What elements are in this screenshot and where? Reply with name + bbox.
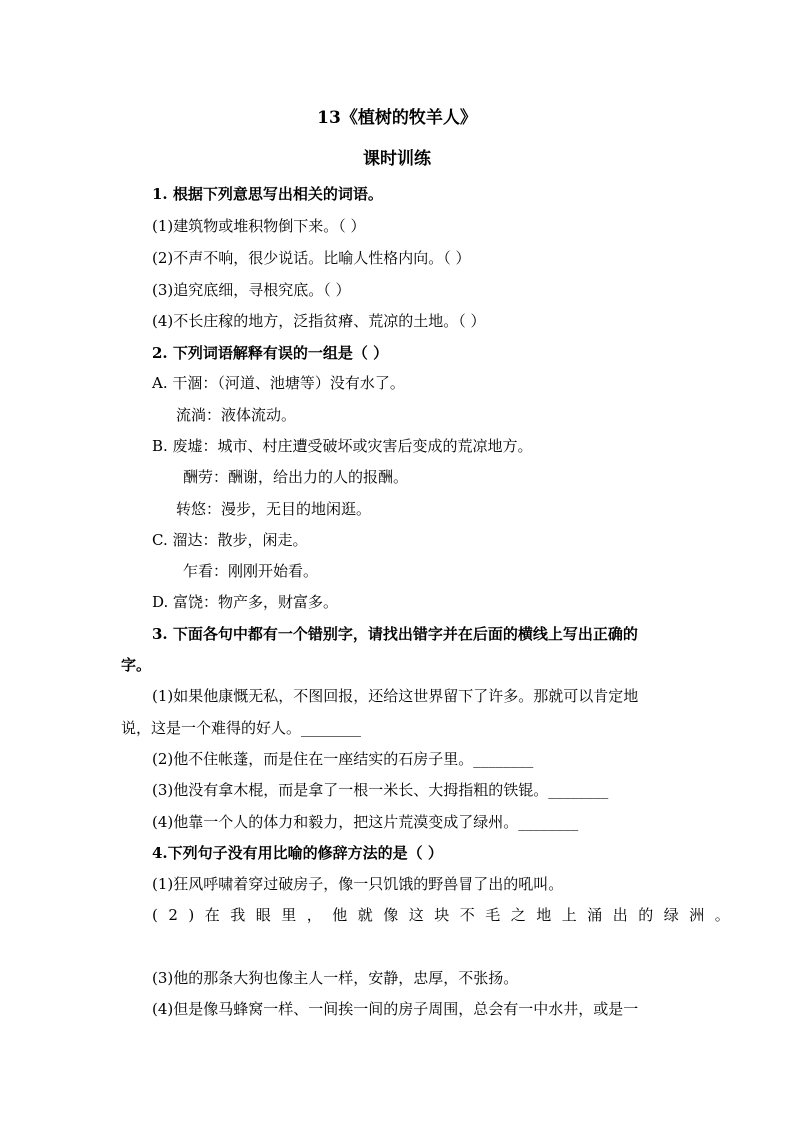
option-a-line: A. 干涸：（河道、池塘等）没有水了。 [152,374,405,392]
question-2-stem: 2. 下列词语解释有误的一组是（ ） [152,344,389,362]
question-1-item: (1)建筑物或堆积物倒下来。（ ） [152,217,366,235]
question-3-item: (3)他没有拿木棍，而是拿了一根一米长、大拇指粗的铁锟。________ [152,781,609,799]
option-c-line: C. 溜达：散步，闲走。 [152,531,308,549]
page-subtitle: 课时训练 [363,149,431,169]
option-b-line: 酬劳：酬谢，给出力的人的报酬。 [183,468,409,486]
option-a-line: 流淌：液体流动。 [176,406,297,424]
option-b-line: B. 废墟：城市、村庄遭受破坏或灾害后变成的荒凉地方。 [152,437,533,455]
question-4-stem: 4.下列句子没有用比喻的修辞方法的是（ ） [152,844,443,862]
question-1-item: (2)不声不响，很少说话。比喻人性格内向。（ ） [152,249,471,267]
option-c-line: 乍看：刚刚开始看。 [183,562,319,580]
question-1-stem: 1. 根据下列意思写出相关的词语。 [152,185,383,203]
option-b-line: 转悠：漫步，无目的地闲逛。 [176,500,372,518]
question-3-item: 说，这是一个难得的好人。________ [121,719,362,737]
question-1-item: (4)不长庄稼的地方，泛指贫瘠、荒凉的土地。（ ） [152,312,486,330]
question-3-stem: 3. 下面各句中都有一个错别字，请找出错字并在后面的横线上写出正确的 [152,625,638,643]
page-title: 13《植树的牧羊人》 [317,108,477,128]
question-4-item: (1)狂风呼啸着穿过破房子，像一只饥饿的野兽冒了出的吼叫。 [152,875,564,893]
question-1-item: (3)追究底细，寻根究底。（ ） [152,281,351,299]
question-4-item: (4)但是像马蜂窝一样、一间挨一间的房子周围，总会有一中水井，或是一 [152,1000,639,1018]
question-4-item: (2)在我眼里，他就像这块不毛之地上涌出的绿洲。 [152,906,741,924]
question-3-stem: 字。 [121,656,152,674]
question-4-item: (3)他的那条大狗也像主人一样，安静，忠厚，不张扬。 [152,969,519,987]
question-3-item: (2)他不住帐蓬，而是住在一座结实的石房子里。________ [152,750,534,768]
question-3-item: (4)他靠一个人的体力和毅力，把这片荒漠变成了绿州。________ [152,813,579,831]
option-d-line: D. 富饶：物产多，财富多。 [152,593,339,611]
question-3-item: (1)如果他康慨无私，不图回报，还给这世界留下了许多。那就可以肯定地 [152,687,639,705]
